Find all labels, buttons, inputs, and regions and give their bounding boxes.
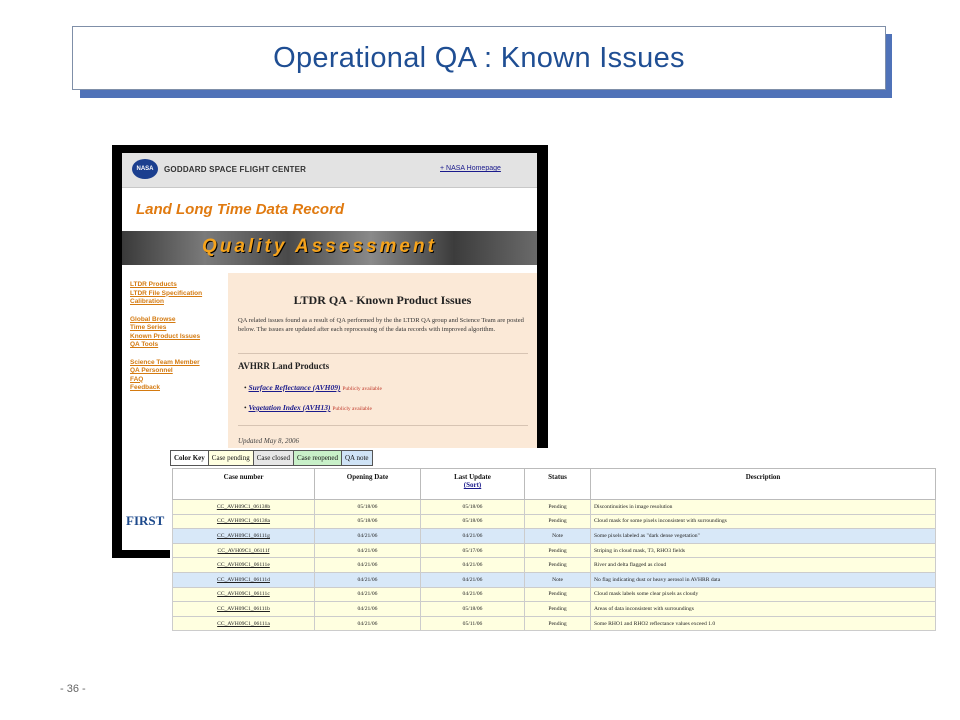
case-number-link[interactable]: CC_AVH09C1_06111e bbox=[173, 558, 315, 573]
color-key-label: Color Key bbox=[171, 451, 209, 465]
status-cell: Pending bbox=[525, 558, 591, 573]
opening-date-cell: 04/21/06 bbox=[315, 558, 421, 573]
status-cell: Pending bbox=[525, 587, 591, 602]
qa-banner bbox=[122, 231, 537, 265]
case-number-link[interactable]: CC_AVH09C1_06138b bbox=[173, 500, 315, 515]
status-cell: Pending bbox=[525, 543, 591, 558]
updated-date: Updated May 8, 2006 bbox=[238, 437, 300, 445]
description-cell: No flag indicating dust or heavy aerosol in AVHRR data bbox=[591, 572, 936, 587]
col-header-last-update bbox=[421, 469, 525, 500]
description-cell: Striping in cloud mask, T3, RHO3 fields bbox=[591, 543, 936, 558]
description-cell: River and delta flagged as cloud bbox=[591, 558, 936, 573]
last-update-cell: 04/21/06 bbox=[421, 558, 525, 573]
description-cell: Some RHO1 and RHO2 reflectance values exceed 1.0 bbox=[591, 616, 936, 631]
description-cell: Discontinuities in image resolution bbox=[591, 500, 936, 515]
col-header-case-number: Case number bbox=[173, 469, 315, 500]
nav-link-known-issues[interactable]: Known Product Issues bbox=[130, 332, 201, 340]
status-cell: Pending bbox=[525, 602, 591, 617]
last-update-cell: 04/21/06 bbox=[421, 587, 525, 602]
case-number-link[interactable]: CC_AVH09C1_06111d bbox=[173, 572, 315, 587]
nav-link-qa-tools[interactable]: QA Tools bbox=[130, 341, 159, 348]
nav-link-faq[interactable]: FAQ bbox=[130, 375, 144, 383]
status-cell: Pending bbox=[525, 514, 591, 529]
page-number: - 36 - bbox=[60, 683, 86, 695]
table-row bbox=[173, 529, 936, 544]
left-nav bbox=[130, 281, 226, 393]
title-box bbox=[72, 26, 886, 90]
last-update-cell: 05/17/06 bbox=[421, 543, 525, 558]
slide-title: Operational QA : Known Issues bbox=[273, 41, 685, 74]
nav-link-feedback[interactable]: Feedback bbox=[130, 384, 160, 391]
last-update-cell: 04/21/06 bbox=[421, 529, 525, 544]
opening-date-cell: 04/21/06 bbox=[315, 602, 421, 617]
gsfc-header-bar bbox=[122, 153, 537, 188]
status-cell: Pending bbox=[525, 500, 591, 515]
case-number-link[interactable]: CC_AVH09C1_06111g bbox=[173, 529, 315, 544]
status-cell: Note bbox=[525, 529, 591, 544]
nav-link-ltdr-products[interactable]: LTDR Products bbox=[130, 281, 177, 288]
known-issues-heading: LTDR QA - Known Product Issues bbox=[293, 293, 472, 307]
opening-date-cell: 05/18/06 bbox=[315, 514, 421, 529]
sort-link[interactable]: (Sort) bbox=[463, 481, 482, 489]
org-name: GODDARD SPACE FLIGHT CENTER bbox=[164, 165, 307, 174]
nasa-homepage-link[interactable]: + NASA Homepage bbox=[440, 165, 501, 172]
last-update-cell: 05/11/06 bbox=[421, 616, 525, 631]
product-item: • Vegetation Index (AVH13) Publicly available bbox=[244, 403, 372, 412]
case-number-link[interactable]: CC_AVH09C1_06138a bbox=[173, 514, 315, 529]
last-update-cell: 05/18/06 bbox=[421, 500, 525, 515]
case-number-link[interactable]: CC_AVH09C1_06111b bbox=[173, 602, 315, 617]
table-row bbox=[173, 572, 936, 587]
last-update-cell: 05/18/06 bbox=[421, 514, 525, 529]
status-cell: Pending bbox=[525, 616, 591, 631]
divider bbox=[238, 425, 528, 426]
products-heading: AVHRR Land Products bbox=[238, 361, 330, 371]
col-header-description: Description bbox=[591, 469, 936, 500]
last-update-cell: 04/21/06 bbox=[421, 572, 525, 587]
table-row bbox=[173, 543, 936, 558]
nav-link-qa-personnel[interactable]: QA Personnel bbox=[130, 367, 173, 374]
qa-banner-text: Quality Assessment bbox=[202, 236, 437, 257]
site-title: Land Long Time Data Record bbox=[136, 201, 345, 218]
color-key bbox=[170, 450, 373, 466]
color-key-note: QA note bbox=[342, 451, 372, 465]
col-header-opening-date: Opening Date bbox=[315, 469, 421, 500]
opening-date-cell: 05/18/06 bbox=[315, 500, 421, 515]
issues-table-body bbox=[173, 500, 936, 631]
nav-link-calibration[interactable]: Calibration bbox=[130, 298, 164, 305]
table-row bbox=[173, 616, 936, 631]
issues-table-screenshot bbox=[170, 448, 936, 634]
product-item: • Surface Reflectance (AVH09) Publicly available bbox=[244, 383, 382, 392]
table-header-row bbox=[173, 469, 936, 500]
description-cell: Some pixels labeled as "dark dense vegetation" bbox=[591, 529, 936, 544]
table-row bbox=[173, 500, 936, 515]
color-key-closed: Case closed bbox=[254, 451, 294, 465]
last-update-label: Last Update bbox=[454, 473, 491, 481]
nav-link-ltdr-file-spec[interactable]: LTDR File Specification bbox=[130, 289, 203, 297]
description-cell: Cloud mask for some pixels inconsistent with surroundings bbox=[591, 514, 936, 529]
opening-date-cell: 04/21/06 bbox=[315, 529, 421, 544]
product-link-vegetation-index[interactable]: Vegetation Index (AVH13) bbox=[248, 403, 331, 412]
table-row bbox=[173, 514, 936, 529]
last-update-cell: 05/18/06 bbox=[421, 602, 525, 617]
description-cell: Cloud mask labels some clear pixels as cloudy bbox=[591, 587, 936, 602]
table-row bbox=[173, 558, 936, 573]
opening-date-cell: 04/21/06 bbox=[315, 587, 421, 602]
divider bbox=[238, 353, 528, 354]
product-status: Publicly available bbox=[342, 386, 382, 392]
opening-date-cell: 04/21/06 bbox=[315, 616, 421, 631]
product-status: Publicly available bbox=[332, 406, 372, 412]
table-row bbox=[173, 587, 936, 602]
color-key-reopened: Case reopened bbox=[294, 451, 342, 465]
opening-date-cell: 04/21/06 bbox=[315, 543, 421, 558]
nav-link-time-series[interactable]: Time Series bbox=[130, 324, 167, 331]
nasa-logo-icon: NASA bbox=[132, 159, 158, 179]
color-key-pending: Case pending bbox=[209, 451, 254, 465]
table-row bbox=[173, 602, 936, 617]
first-logo: FIRST bbox=[126, 513, 165, 528]
case-number-link[interactable]: CC_AVH09C1_06111f bbox=[173, 543, 315, 558]
opening-date-cell: 04/21/06 bbox=[315, 572, 421, 587]
issues-table bbox=[172, 468, 936, 631]
status-cell: Note bbox=[525, 572, 591, 587]
nav-link-science-team[interactable]: Science Team Member bbox=[130, 358, 200, 366]
nav-link-global-browse[interactable]: Global Browse bbox=[130, 315, 176, 323]
intro-paragraph: QA related issues found as a result of QA performed by the the LTDR QA group and Science Team are posted below. The issues are updated after each reprocessing of the data records with improved algorithm. bbox=[238, 317, 524, 333]
product-link-surface-reflectance[interactable]: Surface Reflectance (AVH09) bbox=[248, 383, 341, 392]
description-cell: Areas of data inconsistent with surroundings bbox=[591, 602, 936, 617]
case-number-link[interactable]: CC_AVH09C1_06111c bbox=[173, 587, 315, 602]
col-header-status: Status bbox=[525, 469, 591, 500]
case-number-link[interactable]: CC_AVH09C1_06111a bbox=[173, 616, 315, 631]
